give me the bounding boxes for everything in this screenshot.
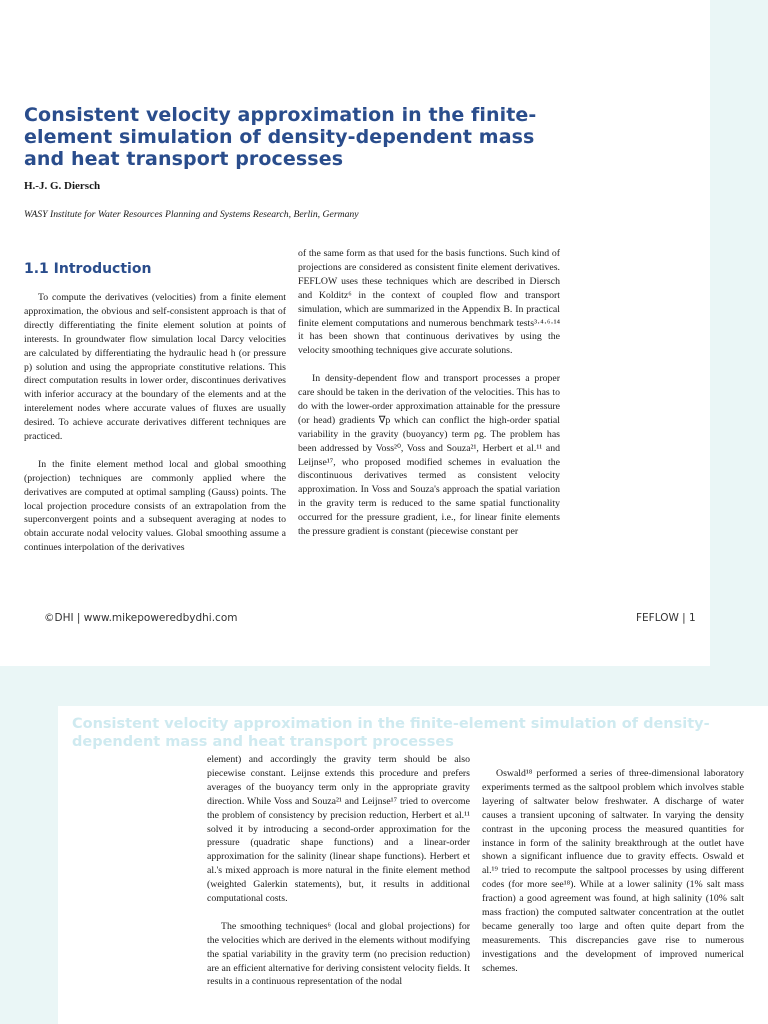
author: H.-J. G. Diersch	[24, 180, 101, 192]
paragraph: In density-dependent flow and transport processes a proper care should be taken in the derivation of the velocities. This has to do with the lower-order approximation attainable for the pressure (or head) gradients ∇p which can conflict the high-order spatial variability in the gravity (buoyancy) term ρg. The problem has been addressed by Voss²⁰, Voss and Souza²¹, Herbert et al.¹¹ and Leijnse¹⁷, who proposed modified schemes in evaluation the discontinuous derivatives termed as consistent velocity approximation. In Voss and Souza's approach the spatial variation in the gravity term is reduced to the same spatial functionality occurred for the pressure gradient, i.e., for linear finite elements the pressure gradient is constant (piecewise constant per	[298, 373, 560, 538]
page-side-band	[710, 0, 768, 666]
paper-title: Consistent velocity approximation in the finite-element simulation of density-dependent mass and heat transport processes	[24, 104, 537, 170]
page-number: FEFLOW | 1	[636, 612, 696, 624]
paragraph: of the same form as that used for the basis functions. Such kind of projections are considered as consistent finite element derivatives. FEFLOW uses these techniques which are described in Diersch and Kolditz⁶ in the context of coupled flow and transport simulation, which are summarized in the Appendix B. In practical finite element computations and numerous benchmark tests³·⁴·⁶·¹⁴ it has been shown that continuous derivatives by using the velocity smoothing techniques give accurate solutions.	[298, 248, 560, 357]
section-heading: 1.1 Introduction	[24, 261, 152, 277]
page-gap-band	[0, 666, 768, 706]
column-4	[482, 767, 744, 976]
column-3	[207, 753, 470, 989]
affiliation: WASY Institute for Water Resources Planning and Systems Research, Berlin, Germany	[24, 209, 359, 220]
paragraph: To compute the derivatives (velocities) from a finite element approximation, the obvious and self-consistent approach is that of directly differentiating the finite element solution at points of interests. In groundwater flow simulation local Darcy velocities are calculated by differentiating the hydraulic head h (or pressure p) solution and using the appropriate constitutive relations. This direct computation results in lower order, discontinues derivatives with inferior accuracy at the boundary of the elements and at the interelement nodes where accurate values of fluxes are usually desired. To achieve accurate derivatives different techniques are practiced.	[24, 292, 286, 443]
paragraph: Oswald¹⁸ performed a series of three-dimensional laboratory experiments termed as the saltpool problem which involves stable layering of saltwater below freshwater. A discharge of water causes a transient upconing of saltwater. In varying the density contrast in the upconing process the measured quantities for instance in form of the salinity breakthrough at the outlet have shown a significant influence due to gravity effects. Oswald et al.¹⁹ tried to recompute the saltpool processes by using different codes (for more see¹⁸). While at a lower salinity (1% salt mass fraction) a good agreement was found, at high salinity (10% salt mass fraction) the computed saltwater concentration at the outlet became generally too large and often quite depart from the measurements. This discrepancies gave rise to numerous investigations and the development of improved numerical schemes.	[482, 768, 744, 974]
paragraph: element) and accordingly the gravity term should be also piecewise constant. Leijnse extends this procedure and prefers averages of the buoyancy term only in the appropriate gravity direction. While Voss and Souza²¹ and Leijnse¹⁷ tried to overcome the problem of consistency by precision reduction, Herbert et al.¹¹ solved it by introducing a second-order approximation for the pressure (quadratic shape functions) and a linear-order approximation for the salinity (linear shape functions). Herbert et al.'s mixed approach is more natural in the finite element method (weighted Galerkin statements), but, it results in additional computational costs.	[207, 754, 470, 905]
paragraph: In the finite element method local and global smoothing (projection) techniques are commonly applied where the derivatives are computed at optimal sampling (Gauss) points. The local projection procedure consists of an extrapolation from the superconvergent points and a subsequent averaging at nodes to obtain accurate nodal velocity values. Global smoothing assume a continues interpolation of the derivatives	[24, 458, 286, 554]
running-header: Consistent velocity approximation in the finite-element simulation of density-dependent mass and heat transport processes	[72, 716, 710, 750]
column-1	[24, 291, 286, 555]
paragraph: The smoothing techniques⁶ (local and global projections) for the velocities which are derived in the elements without modifying the spatial variability in the gravity term (no precision reduction) are an efficient alternative for deriving consistent velocity fields. It results in a continuous representation of the nodal	[207, 920, 470, 988]
column-2	[298, 247, 560, 539]
footer-publisher: ©DHI | www.mikepoweredbydhi.com	[44, 612, 238, 624]
page-side-band-lower	[0, 666, 58, 1024]
